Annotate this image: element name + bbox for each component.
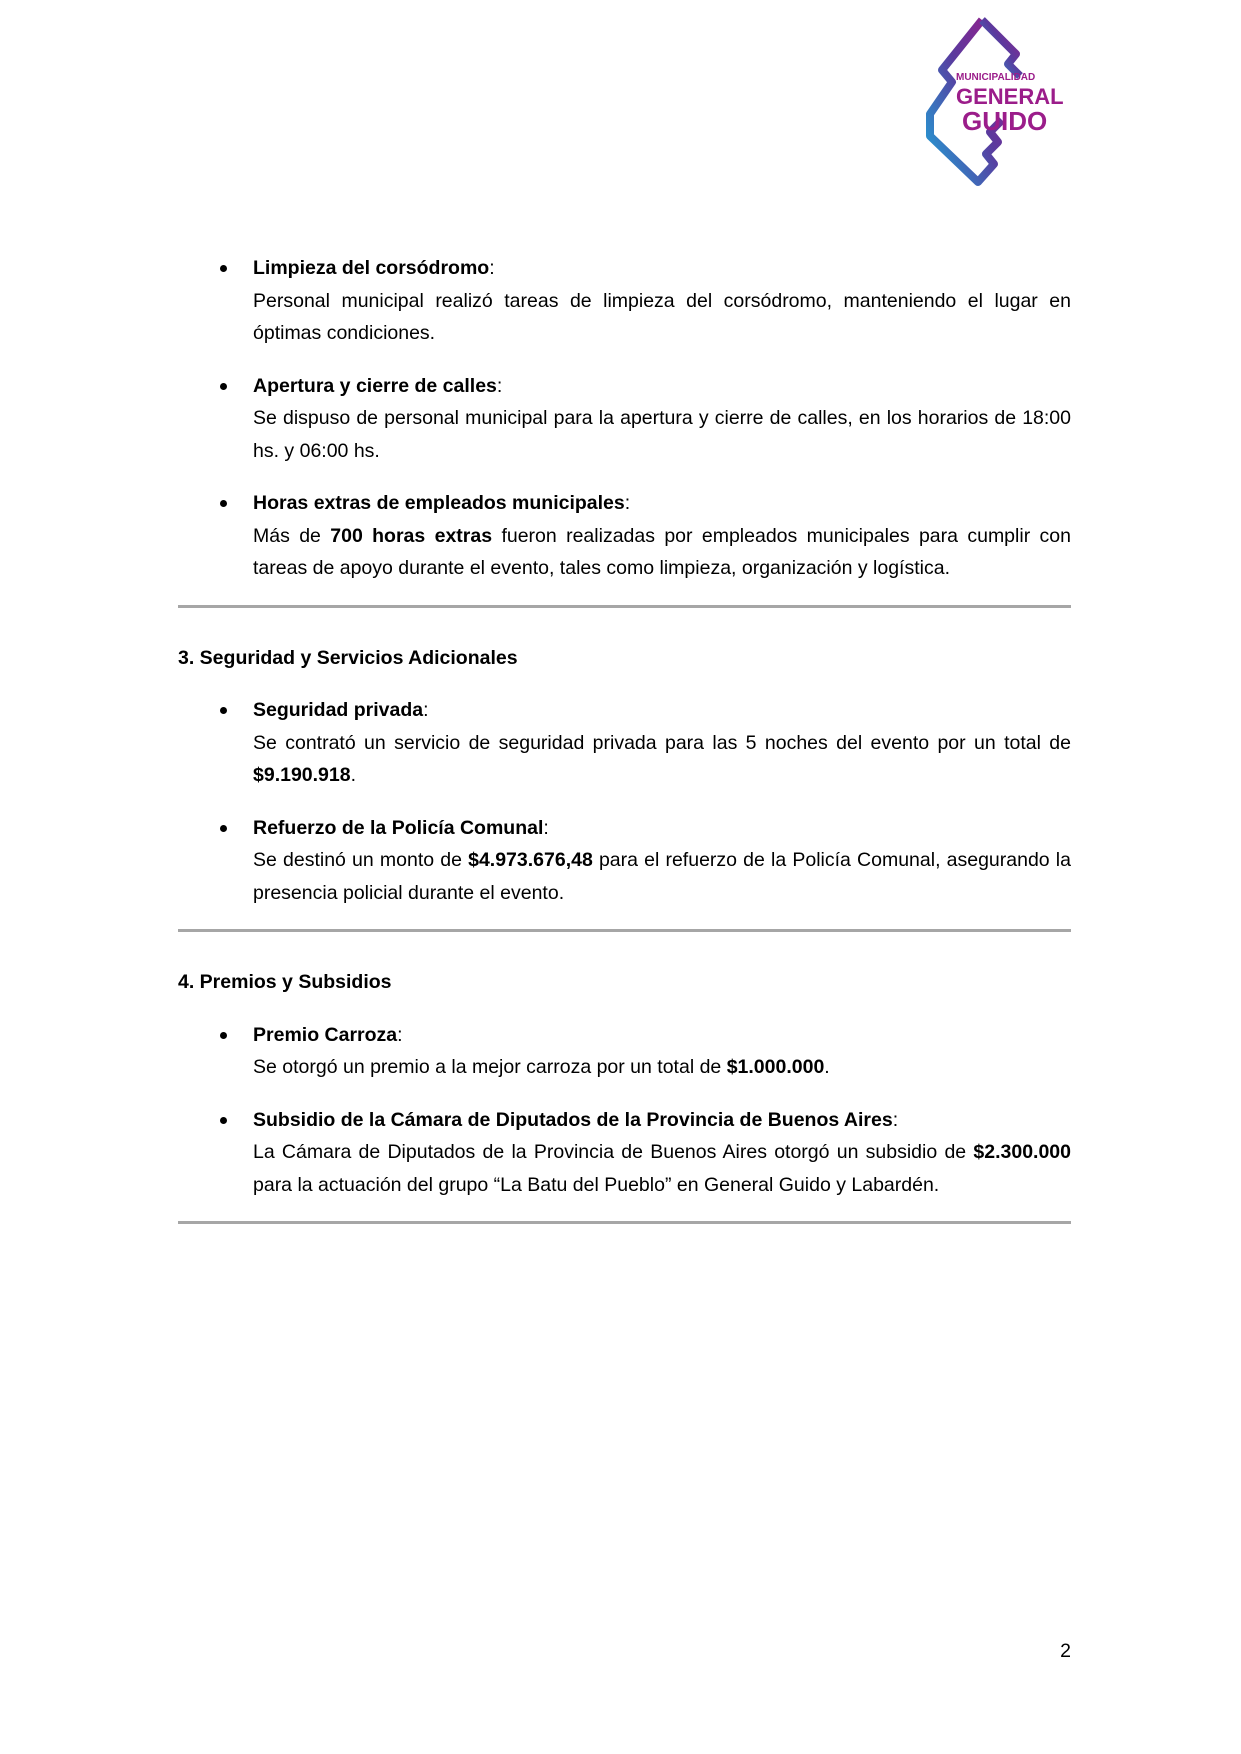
list-item-premio-carroza: Premio Carroza: Se otorgó un premio a la mejor carroza por un total de $1.000.000. — [178, 1019, 1071, 1084]
item-text: Se destinó un monto de $4.973.676,48 para el refuerzo de la Policía Comunal, asegurando la presencia policial durante el evento. — [253, 849, 1071, 904]
document-body — [178, 252, 1071, 1258]
item-title: Premio Carroza — [253, 1023, 398, 1046]
logo-text-line2: GENERAL — [956, 84, 1064, 109]
list-item-subsidio: Subsidio de la Cámara de Diputados de la Provincia de Buenos Aires: La Cámara de Diputados de la Provincia de Buenos Aires otorgó un subsidio de $2.300.000 para la actuación del grupo “La Batu del Pueblo” en General Guido y Labardén. — [178, 1104, 1071, 1202]
bullet-icon — [220, 1032, 227, 1039]
bullet-icon — [220, 500, 227, 507]
item-text: Se dispuso de personal municipal para la apertura y cierre de calles, en los horarios de 18:00 hs. y 06:00 hs. — [253, 407, 1071, 462]
item-title: Seguridad privada — [253, 699, 424, 721]
list-item-policia: Refuerzo de la Policía Comunal: Se destinó un monto de $4.973.676,48 para el refuerzo de la Policía Comunal, asegurando la presencia policial durante el evento. — [178, 812, 1071, 910]
list-item-limpieza: Limpieza del corsódromo: Personal municipal realizó tareas de limpieza del corsódromo, manteniendo el lugar en óptimas condiciones. — [178, 252, 1071, 350]
logo-emblem-icon — [920, 14, 1070, 194]
list-item-apertura: Apertura y cierre de calles: Se dispuso de personal municipal para la apertura y cierre de calles, en los horarios de 18:00 hs. y 06:00 hs. — [178, 370, 1071, 468]
logo-text-line1: MUNICIPALIDAD — [956, 72, 1036, 83]
bullet-icon — [220, 707, 227, 714]
item-text: Se otorgó un premio a la mejor carroza por un total de $1.000.000. — [253, 1056, 830, 1078]
bullet-icon — [220, 1117, 227, 1124]
bullet-icon — [220, 825, 227, 832]
section-title-premios: 4. Premios y Subsidios — [178, 971, 392, 993]
item-text: Más de 700 horas extras fueron realizadas por empleados municipales para cumplir con tareas de apoyo durante el evento, tales como limpieza, organización y logística. — [253, 524, 1071, 579]
section-divider — [178, 1221, 1071, 1224]
bullet-icon — [220, 265, 227, 272]
item-title: Limpieza del corsódromo — [253, 257, 490, 279]
list-item-seguridad-privada: Seguridad privada: Se contrató un servicio de seguridad privada para las 5 noches del evento por un total de $9.190.918. — [178, 694, 1071, 792]
section-divider — [178, 605, 1071, 608]
section-title-seguridad: 3. Seguridad y Servicios Adicionales — [178, 646, 518, 669]
item-title: Subsidio de la Cámara de Diputados de la Provincia de Buenos Aires — [253, 1108, 893, 1131]
item-text: La Cámara de Diputados de la Provincia de Buenos Aires otorgó un subsidio de $2.300.000 para la actuación del grupo “La Batu del Pueblo” en General Guido y Labardén. — [253, 1141, 1071, 1196]
item-text: Se contrató un servicio de seguridad privada para las 5 noches del evento por un total de $9.190.918. — [253, 731, 1071, 786]
item-title: Refuerzo de la Policía Comunal — [253, 816, 544, 839]
item-text: Personal municipal realizó tareas de limpieza del corsódromo, manteniendo el lugar en óptimas condiciones. — [253, 289, 1071, 344]
list-item-horas-extras: Horas extras de empleados municipales: Más de 700 horas extras fueron realizadas por empleados municipales para cumplir con tareas de apoyo durante el evento, tales como limpieza, organización y logística. — [178, 487, 1071, 585]
logo-text-line3: GUIDO — [962, 106, 1048, 136]
page-number: 2 — [1060, 1640, 1071, 1662]
item-title: Apertura y cierre de calles — [253, 374, 497, 397]
section-divider — [178, 929, 1071, 932]
bullet-icon — [220, 383, 227, 390]
item-title: Horas extras de empleados municipales — [253, 492, 625, 514]
municipality-logo — [920, 14, 1070, 194]
